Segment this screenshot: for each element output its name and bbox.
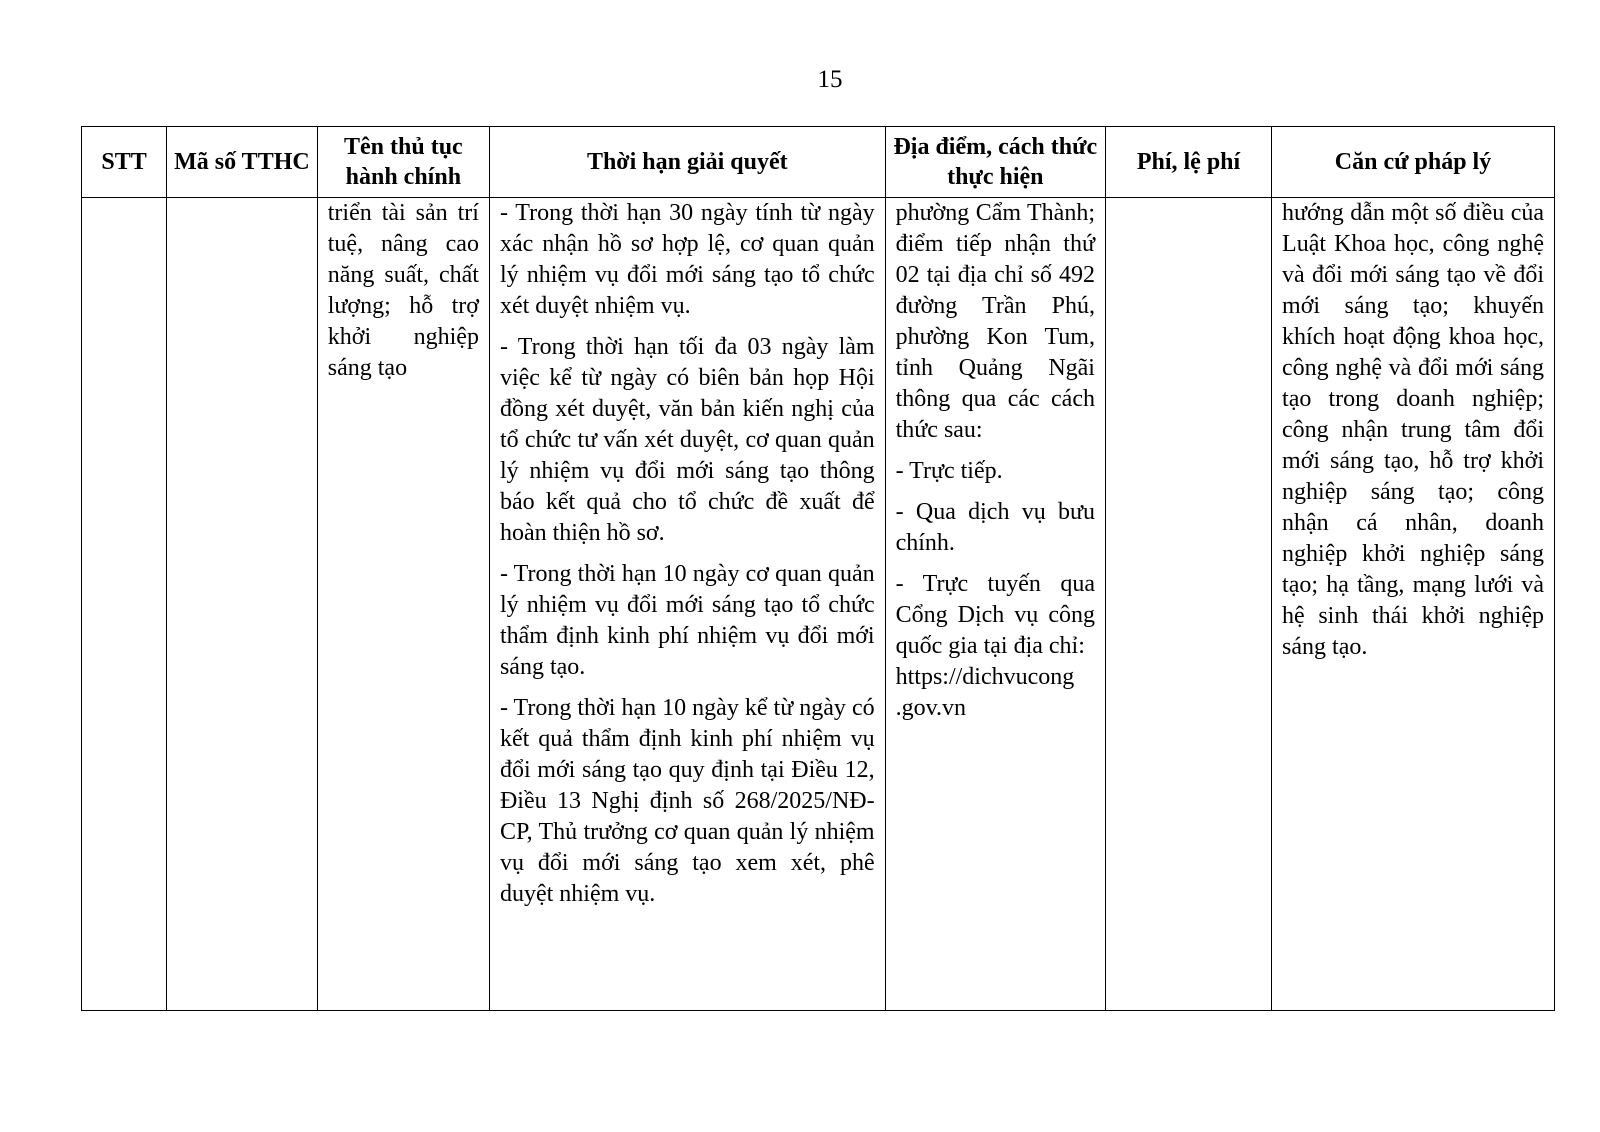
cell-ten-thu-tuc [317,198,489,1011]
cell-stt [82,198,167,1011]
procedure-table [81,126,1555,1011]
method-direct: - Trực tiếp. [895,458,1003,484]
procedure-name-text: triển tài sản trí tuệ, nâng cao năng suất, chất lượng; hỗ trợ khởi nghiệp sáng tạo [327,200,479,381]
deadline-item-4: - Trong thời hạn 10 ngày kể từ ngày có kết quả thẩm định kinh phí nhiệm vụ đổi mới sáng tạo quy định tại Điều 12, Điều 13 Nghị định số 268/2025/NĐ-CP, Thủ trưởng cơ quan quản lý nhiệm vụ đổi mới sáng tạo xem xét, phê duyệt nhiệm vụ. [499,695,875,907]
cell-ma-so [167,198,318,1011]
header-thoi-han: Thời hạn giải quyết [489,127,885,198]
cell-dia-diem [885,198,1105,1011]
table-header-row [82,127,1555,198]
cell-thoi-han [489,198,885,1011]
legal-basis-text: hướng dẫn một số điều của Luật Khoa học, công nghệ và đổi mới sáng tạo về đổi mới sáng tạo; khuyến khích hoạt động khoa học, công nghệ và đổi mới sáng tạo trong doanh nghiệp; công nhận trung tâm đổi mới sáng tạo, hỗ trợ khởi nghiệp sáng tạo; công nhận cá nhân, doanh nghiệp khởi nghiệp sáng tạo; hạ tầng, mạng lưới và hệ sinh thái khởi nghiệp sáng tạo. [1282,200,1544,660]
header-ten-thu-tuc: Tên thủ tục hành chính [317,127,489,198]
header-ma-so: Mã số TTHC [167,127,318,198]
portal-url-part2: .gov.vn [895,695,967,721]
cell-phi-le-phi [1105,198,1271,1011]
header-dia-diem: Địa điểm, cách thức thực hiện [885,127,1105,198]
deadline-item-2: - Trong thời hạn tối đa 03 ngày làm việc kể từ ngày có biên bản họp Hội đồng xét duyệt, văn bản kiến nghị của tổ chức tư vấn xét duyệt, cơ quan quản lý nhiệm vụ đổi mới sáng tạo thông báo kết quả cho tổ chức đề xuất để hoàn thiện hồ sơ. [499,334,875,546]
header-phi-le-phi: Phí, lệ phí [1105,127,1271,198]
deadline-item-3: - Trong thời hạn 10 ngày cơ quan quản lý nhiệm vụ đổi mới sáng tạo tổ chức thẩm định kinh phí nhiệm vụ đổi mới sáng tạo. [499,561,875,680]
header-stt: STT [82,127,167,198]
portal-url-part1: https://dichvucong [895,664,1075,690]
method-online [896,569,1095,724]
table-row [82,198,1555,1011]
location-intro: phường Cẩm Thành; điểm tiếp nhận thứ 02 tại địa chỉ số 492 đường Trần Phú, phường Kon Tum, tỉnh Quảng Ngãi thông qua các cách thức sau: [895,200,1095,443]
cell-can-cu [1272,198,1555,1011]
page-number: 15 [817,66,843,93]
method-postal: - Qua dịch vụ bưu chính. [895,499,1095,556]
deadline-item-1: - Trong thời hạn 30 ngày tính từ ngày xác nhận hồ sơ hợp lệ, cơ quan quản lý nhiệm vụ đổi mới sáng tạo tổ chức xét duyệt nhiệm vụ. [499,200,875,319]
method-online-text: - Trực tuyến qua Cổng Dịch vụ công quốc gia tại địa chỉ: [895,571,1095,659]
header-can-cu: Căn cứ pháp lý [1272,127,1555,198]
